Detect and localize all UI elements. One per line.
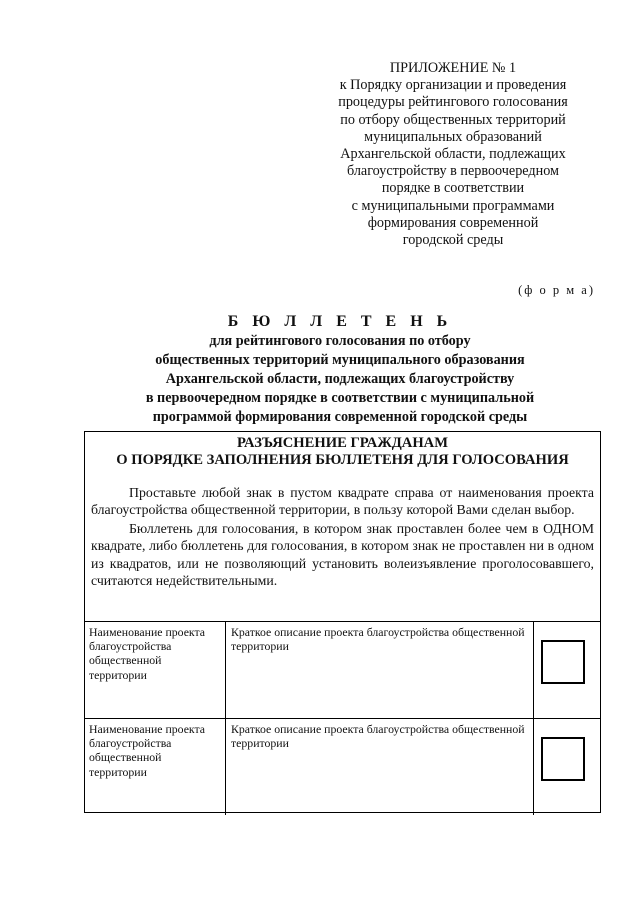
ballot-title-line: программой формирования современной городской среды: [152, 409, 528, 425]
ballot-title-main: Б Ю Л Л Е Т Е Н Ь: [227, 313, 453, 330]
explanation-heading-line: О ПОРЯДКЕ ЗАПОЛНЕНИЯ БЮЛЛЕТЕНЯ ДЛЯ ГОЛОСОВАНИЯ: [116, 452, 569, 468]
vote-box-cell: [534, 622, 600, 718]
appendix-line: муниципальных образований: [364, 128, 542, 145]
appendix-line: к Порядку организации и проведения: [339, 77, 567, 94]
project-name-cell: Наименование проекта благоустройства общественной территории: [85, 719, 226, 815]
appendix-line: порядке в соответствии: [381, 180, 525, 197]
project-name-cell: Наименование проекта благоустройства общественной территории: [85, 622, 226, 718]
vote-box-cell: [534, 719, 600, 815]
explanation-heading: [91, 435, 594, 469]
ballot-title-line: в первоочередном порядке в соответствии с муниципальной: [145, 390, 535, 406]
ballot-option-row: [85, 719, 600, 815]
appendix-header: [318, 60, 588, 249]
appendix-line: Архангельской области, подлежащих: [340, 146, 566, 163]
ballot-option-row: [85, 622, 600, 719]
appendix-line: городской среды: [402, 232, 504, 249]
ballot-table: [84, 431, 601, 813]
form-mark: (ф о р м а): [518, 283, 595, 297]
explanation-paragraph: Бюллетень для голосования, в котором знак проставлен более чем в ОДНОМ квадрате, либо бюллетень для голосования, в котором знак не проставлен ни в одном из квадратов, или не позволяющий установить волеизъявление проголосовавшего, считаются недействительными.: [91, 520, 594, 589]
vote-checkbox[interactable]: [541, 640, 585, 684]
explanation-section: [85, 435, 600, 622]
appendix-line: процедуры рейтингового голосования: [338, 94, 568, 111]
appendix-line: формирования современной: [367, 214, 539, 231]
project-description-cell: Краткое описание проекта благоустройства общественной территории: [226, 719, 534, 815]
vote-checkbox[interactable]: [541, 737, 585, 781]
appendix-line: благоустройству в первоочередном: [346, 163, 560, 180]
ballot-title: [60, 312, 620, 427]
ballot-title-line: для рейтингового голосования по отбору: [209, 333, 471, 349]
project-description-cell: Краткое описание проекта благоустройства общественной территории: [226, 622, 534, 718]
explanation-heading-line: РАЗЪЯСНЕНИЕ ГРАЖДАНАМ: [236, 435, 448, 451]
appendix-line: с муниципальными программами: [351, 197, 555, 214]
appendix-line: ПРИЛОЖЕНИЕ № 1: [389, 60, 517, 76]
explanation-paragraph: Проставьте любой знак в пустом квадрате справа от наименования проекта благоустройства общественной территории, в пользу которой Вами сделан выбор.: [91, 485, 594, 518]
ballot-title-line: Архангельской области, подлежащих благоустройству: [165, 371, 515, 387]
appendix-line: по отбору общественных территорий: [340, 111, 566, 128]
ballot-title-line: общественных территорий муниципального образования: [155, 352, 525, 368]
